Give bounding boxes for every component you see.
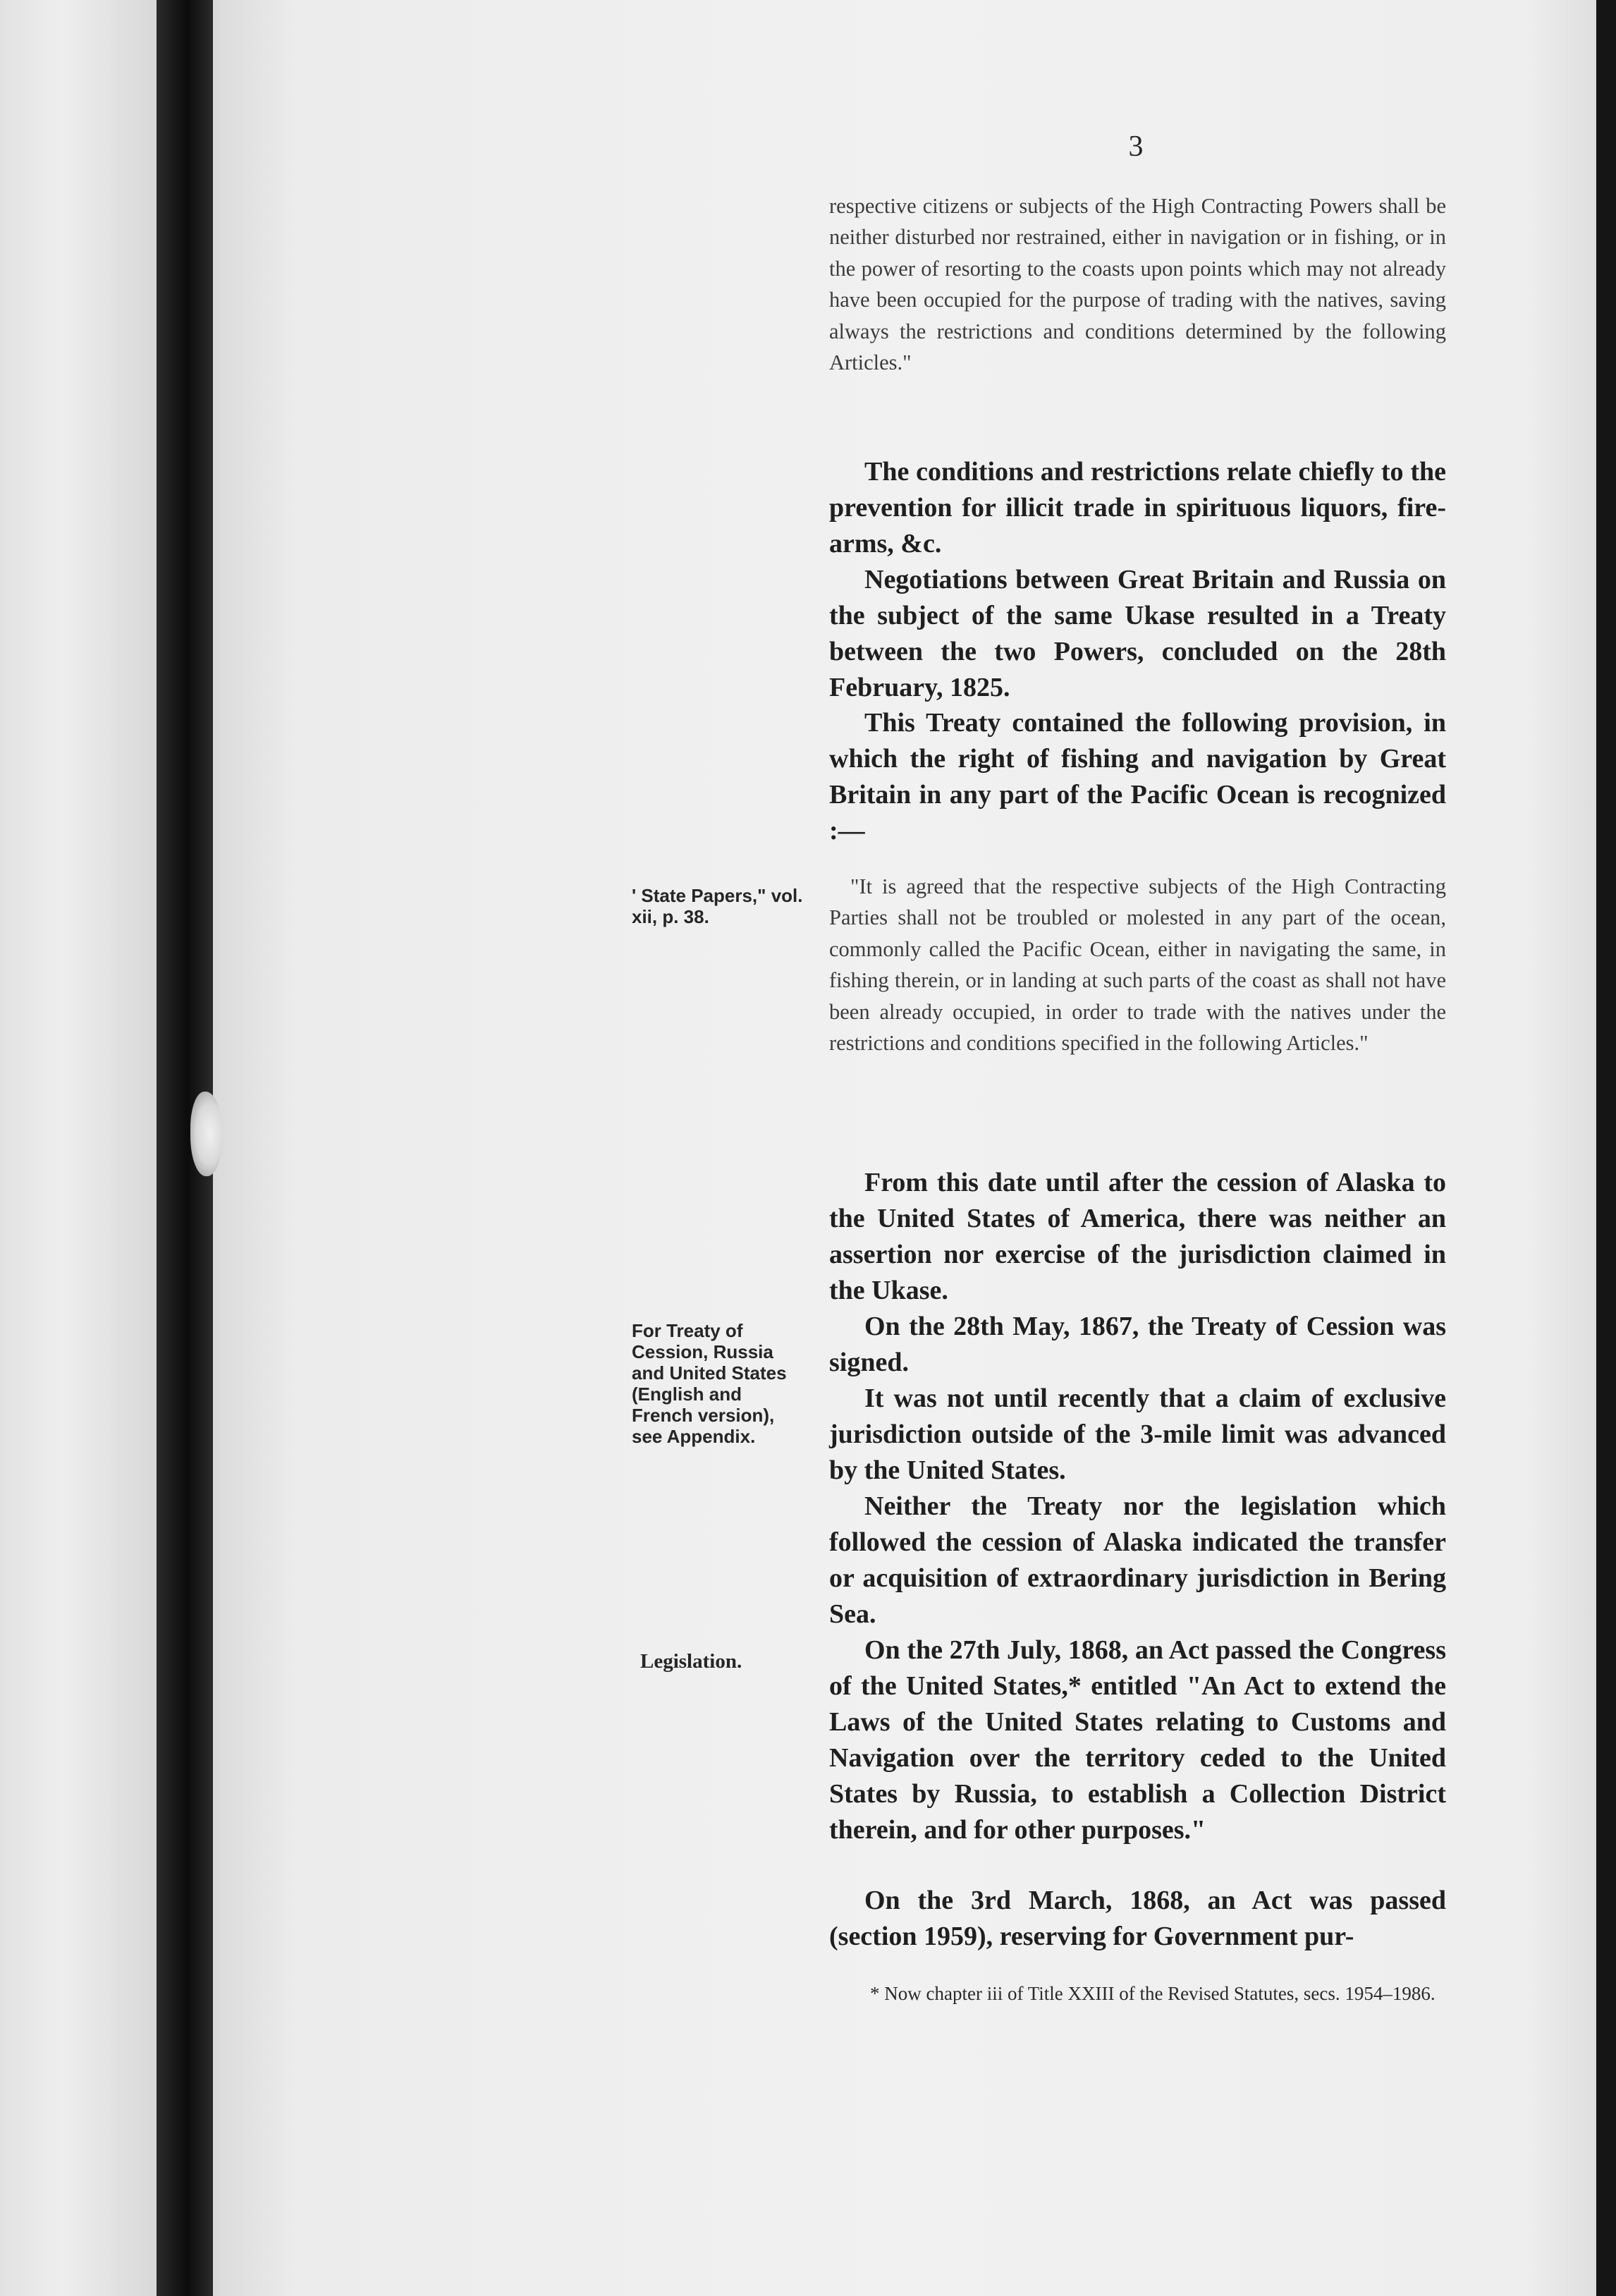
quotation-treaty-1825: "It is agreed that the respective subjects of the High Contracting Parties shall not be troubled or molested in any part of the ocean, commonly called the Pacific Ocean, either in navigating the same, in fishing therein, or in landing at such parts of the coast as shall not have been already occupied, in order to trade with the natives under the restrictions and conditions specified in the following Articles."	[829, 874, 1446, 1056]
scan-border	[1596, 0, 1616, 2296]
paragraph-conditions: The conditions and restrictions relate chiefly to the prevention for illicit trade in spirituous liquors, fire-arms, &c.	[829, 457, 1446, 558]
page-number: 3	[1128, 130, 1144, 163]
paragraph-act-1868: On the 27th July, 1868, an Act passed the Congress of the United States,* entitled "An Act to extend the Laws of the United States relating to Customs and Navigation over the territory ceded to the United States by Russia, to establish a Collection District therein, and for other purposes."	[829, 1635, 1446, 1845]
paper-damage-mark	[190, 1092, 223, 1176]
sidenote-treaty-of-cession: For Treaty of Cession, Russia and United States (English and French version), see Appendix.	[632, 1320, 787, 1447]
footnote: * Now chapter iii of Title XXIII of the Revised Statutes, secs. 1954–1986.	[870, 1983, 1436, 2004]
paragraph-treaty-provision: This Treaty contained the following provision, in which the right of fishing and navigation by Great Britain in any part of the Pacific Ocean is recognized :—	[829, 708, 1446, 845]
paragraph-act-march-1868: On the 3rd March, 1868, an Act was passed (section 1959), reserving for Government pur-	[829, 1886, 1446, 1951]
quotation-continued: respective citizens or subjects of the High Contracting Powers shall be neither disturbed nor restrained, either in navigation or in fishing, or in the power of resorting to the coasts upon points which may not already have been occupied for the purpose of trading with the natives, saving always the restrictions and conditions determined by the following Articles."	[829, 194, 1446, 375]
paragraph-negotiations: Negotiations between Great Britain and Russia on the subject of the same Ukase resulted in a Treaty between the two Powers, concluded on the 28th February, 1825.	[829, 565, 1446, 702]
sidenote-legislation: Legislation.	[640, 1650, 742, 1673]
paragraph-cession-date: From this date until after the cession of Alaska to the United States of America, there was neither an assertion nor exercise of the jurisdiction claimed in the Ukase.	[829, 1168, 1446, 1305]
paragraph-claim-jurisdiction: It was not until recently that a claim of exclusive jurisdiction outside of the 3-mile limit was advanced by the United States.	[829, 1384, 1446, 1485]
adjacent-page-strip	[0, 0, 157, 2296]
paragraph-treaty-signed: On the 28th May, 1867, the Treaty of Cession was signed.	[829, 1312, 1446, 1377]
sidenote-state-papers: ' State Papers," vol. xii, p. 38.	[632, 885, 803, 927]
paragraph-neither-treaty: Neither the Treaty nor the legislation which followed the cession of Alaska indicated the transfer or acquisition of extraordinary jurisdiction in Bering Sea.	[829, 1491, 1446, 1629]
